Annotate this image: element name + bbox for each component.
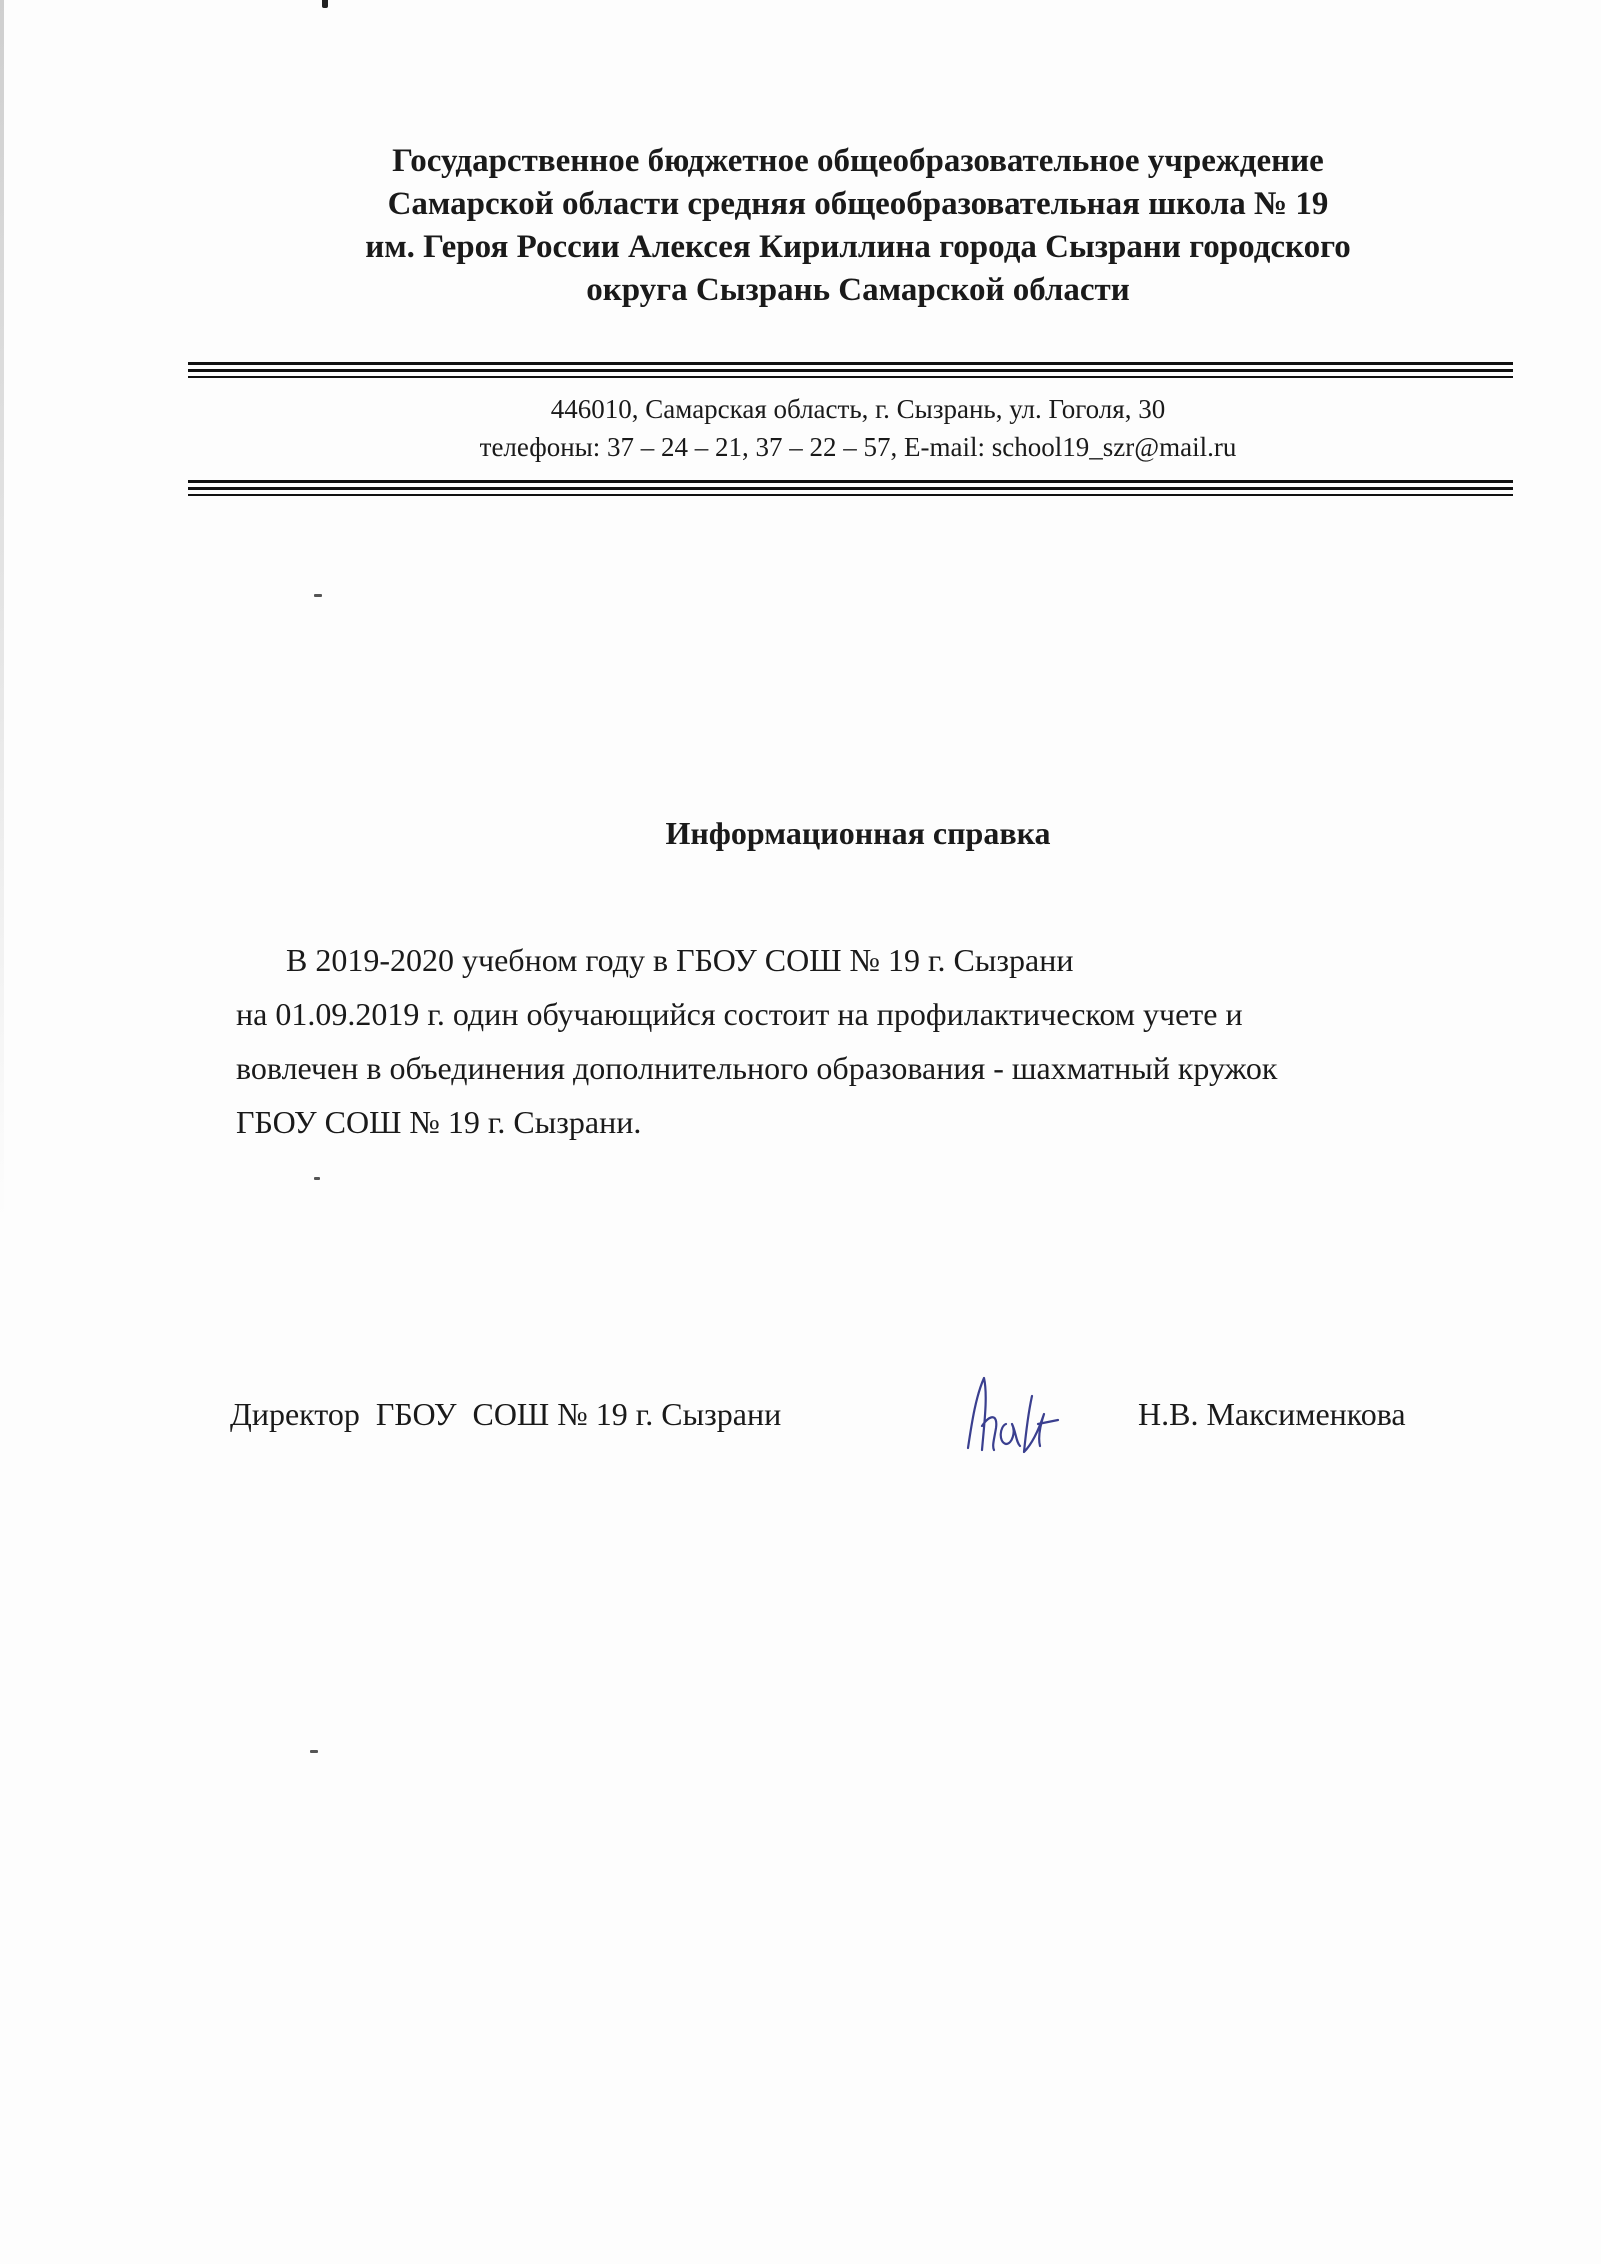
document-title: Информационная справка <box>665 815 1051 851</box>
scan-edge-shadow <box>0 0 4 1220</box>
body-line: ГБОУ СОШ № 19 г. Сызрани. <box>236 1104 642 1140</box>
signature-row <box>230 1388 1530 1468</box>
document-body <box>236 933 1536 1149</box>
scan-speck <box>310 1750 318 1753</box>
address-block <box>188 390 1528 466</box>
header-line: Самарской области средняя общеобразовательная школа № 19 <box>387 186 1329 222</box>
body-line: на 01.09.2019 г. один обучающийся состоит на профилактическом учете и <box>236 996 1243 1032</box>
body-line: вовлечен в объединения дополнительного образования - шахматный кружок <box>236 1050 1278 1086</box>
director-name: Н.В. Максименкова <box>1138 1396 1406 1432</box>
body-line: В 2019-2020 учебном году в ГБОУ СОШ № 19 г. Сызрани <box>286 942 1074 978</box>
scan-mark <box>322 0 328 8</box>
header-rule <box>188 362 1513 365</box>
director-position: Директор ГБОУ СОШ № 19 г. Сызрани <box>230 1396 782 1432</box>
address-rule <box>188 480 1513 483</box>
institution-header <box>188 140 1528 312</box>
scan-speck <box>314 594 322 597</box>
address-rule <box>188 487 1513 490</box>
address-line: 446010, Самарская область, г. Сызрань, ул. Гоголя, 30 <box>550 394 1166 424</box>
header-rule <box>188 369 1513 372</box>
header-line: округа Сызрань Самарской области <box>586 272 1130 308</box>
header-line: им. Героя России Алексея Кириллина города Сызрани городского <box>365 229 1351 265</box>
header-line: Государственное бюджетное общеобразовательное учреждение <box>392 143 1324 179</box>
header-rule <box>188 376 1513 378</box>
scan-speck <box>314 1177 320 1180</box>
address-rule <box>188 494 1513 496</box>
handwritten-signature <box>954 1366 1084 1466</box>
contact-line: телефоны: 37 – 24 – 21, 37 – 22 – 57, E-mail: school19_szr@mail.ru <box>479 432 1237 462</box>
